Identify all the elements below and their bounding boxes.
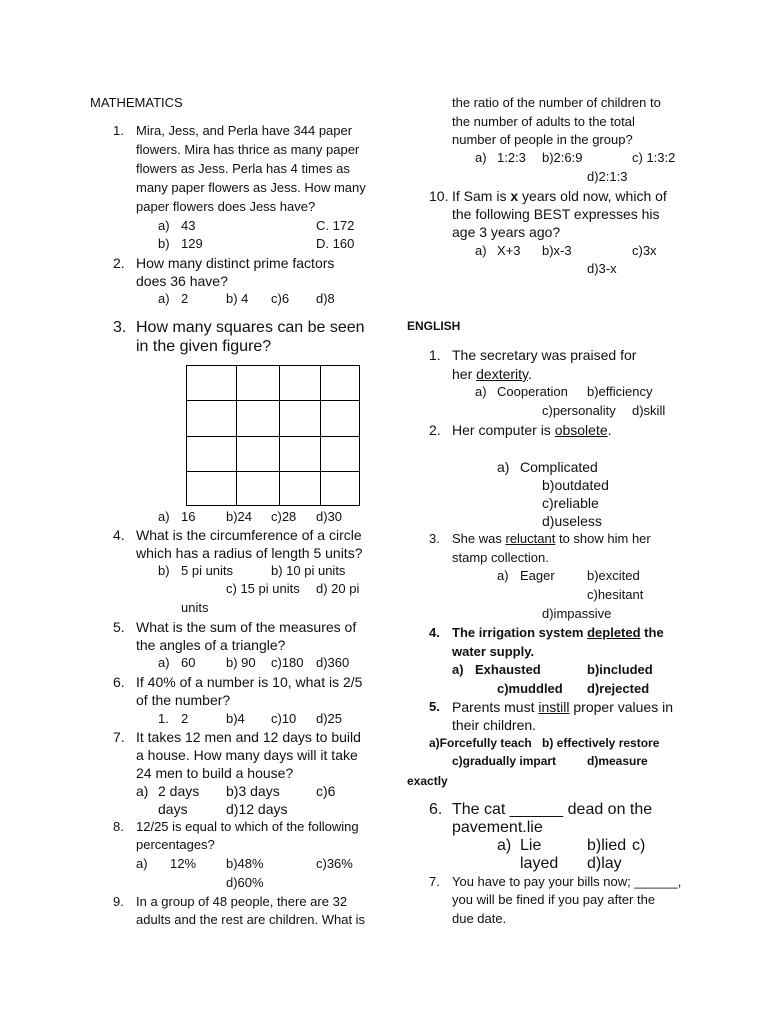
option-value: Complicated <box>520 459 598 475</box>
question-text: the number of adults to the total <box>452 114 635 129</box>
option-value: 2 <box>181 291 189 306</box>
question-text: pavement.lie <box>452 819 543 836</box>
question-text: the following BEST expresses his <box>452 206 660 222</box>
question-text: their children. <box>452 717 537 733</box>
question-text: The cat ______ dead on the <box>452 801 653 818</box>
option: d)12 days <box>226 801 288 817</box>
option: d) 20 pi <box>316 581 360 596</box>
option: b)lied <box>587 837 627 854</box>
underlined-word: instill <box>538 699 570 715</box>
question-number: 4. <box>113 527 125 543</box>
variable-x: x <box>510 188 519 204</box>
option: b)24 <box>226 509 253 524</box>
option: c)28 <box>271 509 297 524</box>
option-value: 12% <box>170 856 197 871</box>
question-number: 6. <box>113 674 125 690</box>
option-value: 129 <box>181 236 203 251</box>
option: days <box>158 801 188 817</box>
option: d)25 <box>316 711 343 726</box>
question-text: If 40% of a number is 10, what is 2/5 <box>136 674 363 690</box>
option-value: Lie <box>520 837 542 854</box>
question-text: percentages? <box>136 837 215 852</box>
question-text: How many distinct prime factors <box>136 255 335 271</box>
underlined-word: depleted <box>587 625 641 640</box>
option-value: layed <box>520 855 559 872</box>
question-text: If Sam is x years old now, which of <box>452 188 667 204</box>
option: exactly <box>407 774 448 788</box>
question-number: 5. <box>429 699 440 714</box>
option: c)3x <box>632 243 657 258</box>
option-label: a) <box>136 856 148 871</box>
option: b)excited <box>587 568 640 583</box>
option: d)60% <box>226 875 264 890</box>
option: D. 160 <box>316 236 355 251</box>
question-text: 12/25 is equal to which of the following <box>136 819 359 834</box>
option-label: a) <box>158 291 170 306</box>
option: d)measure <box>587 754 648 768</box>
option-value: 60 <box>181 655 196 670</box>
option-label: c) <box>632 837 646 854</box>
question-text: flowers as Jess. Perla has 4 times as <box>136 161 350 176</box>
question-text: You have to pay your bills now; ______, <box>452 874 682 889</box>
question-text: Mira, Jess, and Perla have 344 paper <box>136 123 353 138</box>
option: d)2:1:3 <box>587 169 628 184</box>
question-text: stamp collection. <box>452 550 549 565</box>
question-text: her dexterity. <box>452 366 532 382</box>
question-text: adults and the rest are children. What is <box>136 912 366 927</box>
question-number: 9. <box>113 894 124 909</box>
option: b) effectively restore <box>542 736 660 750</box>
option-value: 16 <box>181 509 196 524</box>
option: c) 15 pi units <box>226 581 300 596</box>
option-value: 2 days <box>158 783 200 799</box>
option: d)skill <box>632 403 666 418</box>
question-text: What is the sum of the measures of <box>136 619 357 635</box>
option: d)useless <box>542 513 602 529</box>
option: b)outdated <box>542 477 609 493</box>
question-text: paper flowers does Jess have? <box>136 199 316 214</box>
option-label: a) <box>475 150 487 165</box>
question-text: Her computer is obsolete. <box>452 422 612 438</box>
english-heading: ENGLISH <box>407 319 461 333</box>
option-value: Eager <box>520 568 555 583</box>
grid-line <box>187 471 359 472</box>
underlined-word: dexterity <box>476 366 528 382</box>
question-text: In a group of 48 people, there are 32 <box>136 894 348 909</box>
question-number: 3. <box>113 319 127 336</box>
option: b) 4 <box>226 291 249 306</box>
question-text: The irrigation system depleted the <box>452 625 664 640</box>
question-number: 7. <box>113 729 125 745</box>
question-number: 2. <box>113 255 125 271</box>
question-text: Parents must instill proper values in <box>452 699 674 715</box>
option-label: a) <box>497 568 509 583</box>
option-label: a) <box>475 243 487 258</box>
question-text: many paper flowers as Jess. How many <box>136 180 366 195</box>
question-text: It takes 12 men and 12 days to build <box>136 729 361 745</box>
question-text: The secretary was praised for <box>452 347 637 363</box>
option: b)x-3 <box>542 243 572 258</box>
option-label: a) <box>475 384 487 399</box>
option: d)8 <box>316 291 335 306</box>
option-label: a) <box>452 662 464 677</box>
option: b)included <box>587 662 653 677</box>
question-text: She was reluctant to show him her <box>452 531 651 546</box>
option-value: 5 pi units <box>181 563 234 578</box>
question-number: 3. <box>429 531 440 546</box>
question-text: number of people in the group? <box>452 132 633 147</box>
option: b)efficiency <box>587 384 653 399</box>
option: units <box>181 600 209 615</box>
option: c) 1:3:2 <box>632 150 676 165</box>
grid-line <box>187 436 359 437</box>
question-text: the ratio of the number of children to <box>452 95 661 110</box>
question-number: 10. <box>429 188 449 204</box>
option-label: a) <box>158 509 170 524</box>
question-text: due date. <box>452 911 507 926</box>
question-text: How many squares can be seen <box>136 319 365 336</box>
question-text: a house. How many days will it take <box>136 747 358 763</box>
grid-line <box>187 400 359 401</box>
option-label: 1. <box>158 711 169 726</box>
option: b)2:6:9 <box>542 150 583 165</box>
math-heading: MATHEMATICS <box>90 95 183 110</box>
option-label: a) <box>136 783 149 799</box>
option: b) 10 pi units <box>271 563 346 578</box>
question-text: which has a radius of length 5 units? <box>136 545 363 561</box>
option: d)impassive <box>542 606 612 621</box>
question-text: does 36 have? <box>136 273 228 289</box>
option-label: a) <box>158 655 170 670</box>
option: c)reliable <box>542 495 599 511</box>
question-number: 5. <box>113 619 125 635</box>
option-value: 43 <box>181 218 196 233</box>
option: c)180 <box>271 655 304 670</box>
option: a)Forcefully teach <box>429 736 532 750</box>
option-value: Cooperation <box>497 384 568 399</box>
question-text: flowers. Mira has thrice as many paper <box>136 142 360 157</box>
question-number: 8. <box>113 819 124 834</box>
question-number: 6. <box>429 801 443 818</box>
option: b)48% <box>226 856 264 871</box>
squares-figure <box>186 365 360 506</box>
option: d)30 <box>316 509 343 524</box>
option: d)lay <box>587 855 622 872</box>
option: c)muddled <box>497 681 563 696</box>
option-value: X+3 <box>497 243 521 258</box>
option: c)gradually impart <box>452 754 557 768</box>
question-text: you will be fined if you pay after the <box>452 892 656 907</box>
underlined-word: reluctant <box>505 531 556 546</box>
option-label: a) <box>497 459 510 475</box>
option-value: Exhausted <box>475 662 541 677</box>
question-text: What is the circumference of a circle <box>136 527 362 543</box>
option: c)personality <box>542 403 616 418</box>
question-text: of the number? <box>136 692 231 708</box>
question-text: water supply. <box>452 644 535 659</box>
option: d)360 <box>316 655 350 670</box>
question-number: 2. <box>429 422 441 438</box>
option: b)3 days <box>226 783 280 799</box>
question-number: 7. <box>429 874 440 889</box>
option: c)6 <box>271 291 290 306</box>
option: c)hesitant <box>587 587 644 602</box>
question-text: 24 men to build a house? <box>136 765 294 781</box>
option: b) 90 <box>226 655 256 670</box>
option-label: a) <box>497 837 512 854</box>
underlined-word: obsolete <box>554 422 608 438</box>
question-number: 1. <box>113 123 124 138</box>
option-value: 1:2:3 <box>497 150 526 165</box>
question-number: 4. <box>429 625 440 640</box>
option-label: b) <box>158 563 170 578</box>
option: b)4 <box>226 711 245 726</box>
option: d)3-x <box>587 261 617 276</box>
option-value: 2 <box>181 711 189 726</box>
option: C. 172 <box>316 218 355 233</box>
question-text: age 3 years ago? <box>452 224 561 240</box>
option: d)rejected <box>587 681 650 696</box>
question-number: 1. <box>429 347 441 363</box>
option-label: b) <box>158 236 170 251</box>
question-text: the angles of a triangle? <box>136 637 286 653</box>
option: c)10 <box>271 711 297 726</box>
option-label: a) <box>158 218 170 233</box>
option: c)6 <box>316 783 336 799</box>
option: c)36% <box>316 856 353 871</box>
question-text: in the given figure? <box>136 338 272 355</box>
